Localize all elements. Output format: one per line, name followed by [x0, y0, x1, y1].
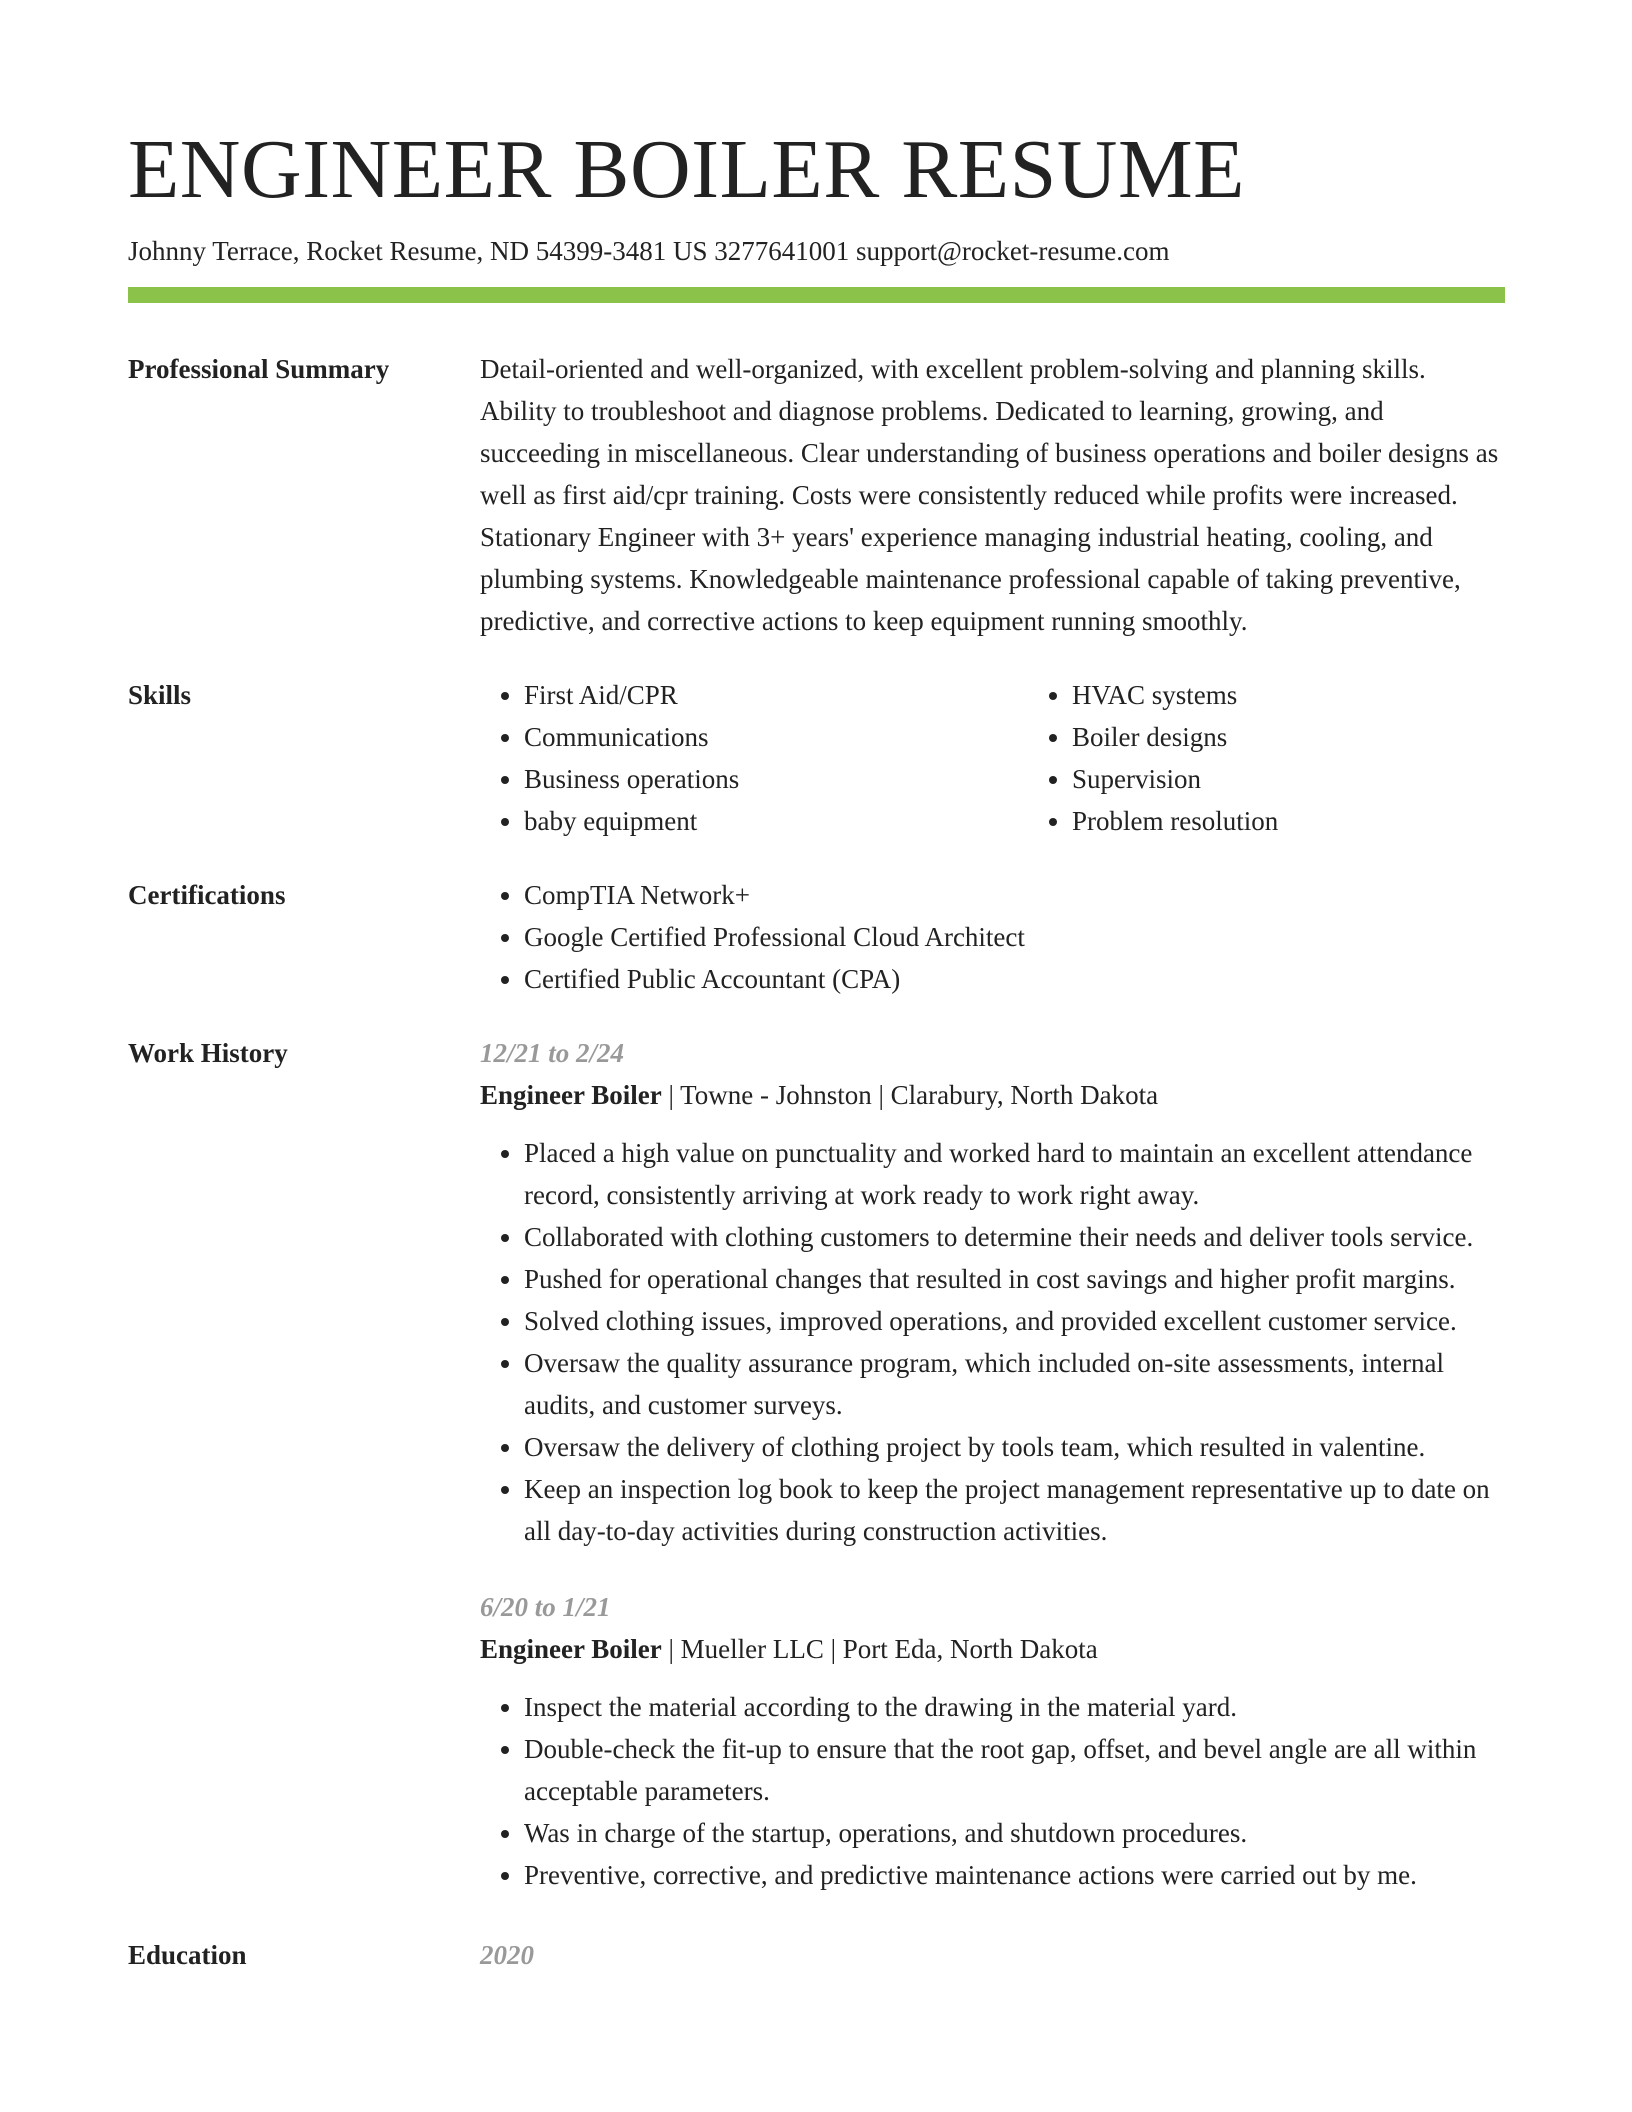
job-heading: [480, 1628, 1505, 1670]
summary-label: Professional Summary: [128, 354, 390, 384]
job-details: | Towne - Johnston | Clarabury, North Dakota: [661, 1080, 1159, 1110]
resume-title: ENGINEER BOILER RESUME: [128, 123, 1245, 216]
skills-label: Skills: [128, 680, 192, 710]
job-heading: [480, 1074, 1505, 1116]
education-body: [480, 1934, 1505, 1976]
summary-text: Detail-oriented and well-organized, with excellent problem-solving and planning skills. Ability to troubleshoot and diagnose problems. Dedicated to learning, growing, and succeeding in miscellaneous. Clear understanding of business operations and boiler designs as well as first aid/cpr training. Costs were consistently reduced while profits were increased. Stationary Engineer with 3+ years' experience managing industrial heating, cooling, and plumbing systems. Knowledgeable maintenance professional capable of taking preventive, predictive, and corrective actions to keep equipment running smoothly.: [480, 354, 1499, 636]
skill-item: • baby equipment: [524, 800, 1028, 842]
certification-item: • Certified Public Accountant (CPA): [524, 958, 1505, 1000]
job-bullet: • Was in charge of the startup, operations, and shutdown procedures.: [524, 1812, 1505, 1854]
contact-info: Johnny Terrace, Rocket Resume, ND 54399-3481 US 3277641001 support@rocket-resume.com: [128, 236, 1170, 266]
skills-list-left: [480, 674, 1028, 842]
job-title: Engineer Boiler: [480, 1080, 662, 1110]
job-bullet: • Inspect the material according to the drawing in the material yard.: [524, 1686, 1505, 1728]
summary-section: [128, 348, 1505, 642]
skill-item: • Problem resolution: [1072, 800, 1576, 842]
certifications-body: [480, 874, 1505, 1000]
job-bullet: • Oversaw the delivery of clothing project by tools team, which resulted in valentine.: [524, 1426, 1505, 1468]
certification-item: • CompTIA Network+: [524, 874, 1505, 916]
job-dates: 6/20 to 1/21: [480, 1592, 611, 1622]
job-title: Engineer Boiler: [480, 1634, 662, 1664]
job-bullet: • Placed a high value on punctuality and worked hard to maintain an excellent attendance record, consistently arriving at work ready to work right away.: [524, 1132, 1505, 1216]
job-entry: [480, 1032, 1505, 1552]
job-entry: [480, 1586, 1505, 1896]
education-section: [128, 1934, 1505, 1976]
education-dates: 2020: [480, 1940, 534, 1970]
skills-section: [128, 674, 1505, 842]
job-bullets: [480, 1686, 1505, 1896]
certifications-list: [480, 874, 1505, 1000]
skills-body: [480, 674, 1576, 842]
job-bullet: • Double-check the fit-up to ensure that the root gap, offset, and bevel angle are all within acceptable parameters.: [524, 1728, 1505, 1812]
job-bullet: • Pushed for operational changes that resulted in cost savings and higher profit margins.: [524, 1258, 1505, 1300]
skill-item: • Boiler designs: [1072, 716, 1576, 758]
resume-page: [128, 0, 1505, 1976]
job-bullet: • Collaborated with clothing customers to determine their needs and deliver tools service.: [524, 1216, 1505, 1258]
job-bullets: [480, 1132, 1505, 1552]
skills-list-right: [1028, 674, 1576, 842]
work-history-label: Work History: [128, 1038, 288, 1068]
skill-item: • Business operations: [524, 758, 1028, 800]
work-history-body: [480, 1032, 1505, 1930]
job-bullet: • Solved clothing issues, improved operations, and provided excellent customer service.: [524, 1300, 1505, 1342]
certifications-label: Certifications: [128, 880, 286, 910]
job-bullet: • Preventive, corrective, and predictive maintenance actions were carried out by me.: [524, 1854, 1505, 1896]
skill-item: • Communications: [524, 716, 1028, 758]
job-details: | Mueller LLC | Port Eda, North Dakota: [661, 1634, 1098, 1664]
job-bullet: • Oversaw the quality assurance program, which included on-site assessments, internal audits, and customer surveys.: [524, 1342, 1505, 1426]
skill-item: • Supervision: [1072, 758, 1576, 800]
skill-item: • HVAC systems: [1072, 674, 1576, 716]
job-bullet: • Keep an inspection log book to keep the project management representative up to date on all day-to-day activities during construction activities.: [524, 1468, 1505, 1552]
job-dates: 12/21 to 2/24: [480, 1038, 625, 1068]
skill-item: • First Aid/CPR: [524, 674, 1028, 716]
certifications-section: [128, 874, 1505, 1000]
accent-divider: [128, 287, 1505, 303]
summary-body: [480, 348, 1505, 642]
work-history-section: [128, 1032, 1505, 1930]
certification-item: • Google Certified Professional Cloud Architect: [524, 916, 1505, 958]
education-label: Education: [128, 1940, 247, 1970]
